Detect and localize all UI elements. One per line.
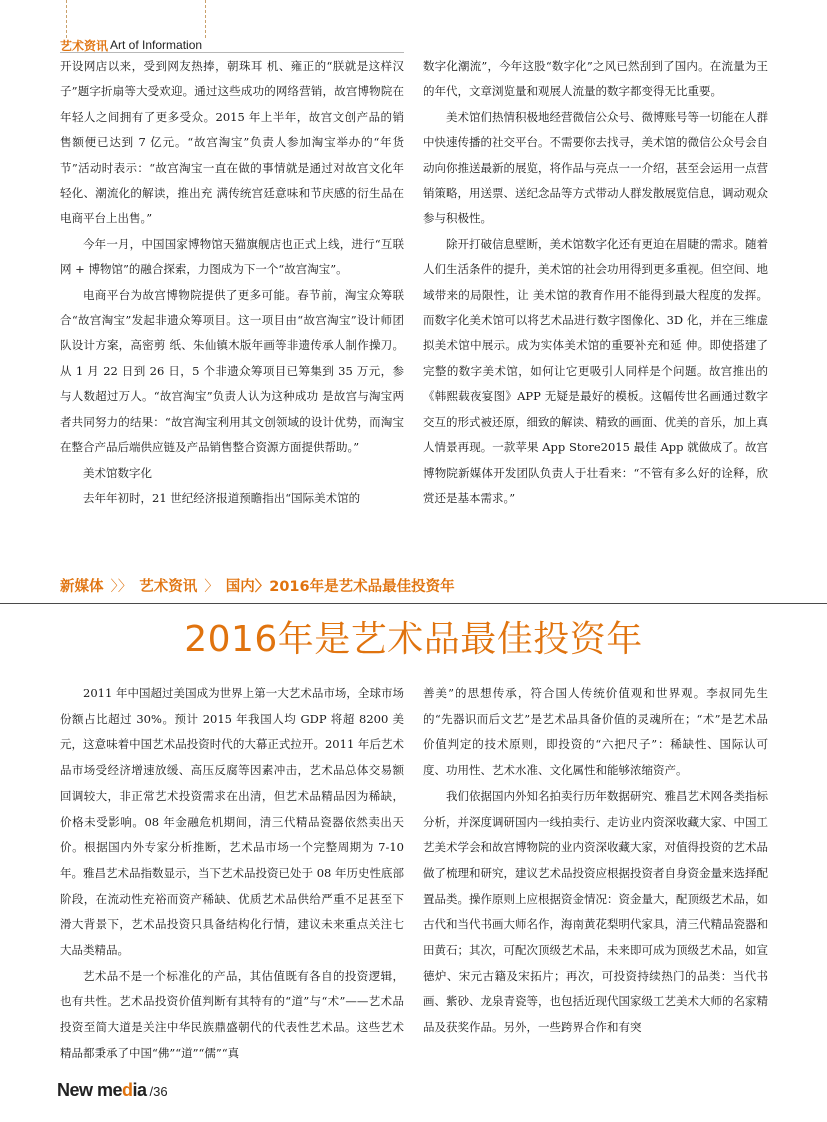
page-number: /36 [149, 1084, 168, 1099]
header-section: 艺术资讯 [60, 38, 109, 53]
breadcrumb-item-art-info[interactable]: 艺术资讯 [139, 578, 198, 595]
paragraph: 开设网店以来，受到网友热捧，朝珠耳 机、雍正的“朕就是这样汉子”题字折扇等大受欢迎。通过这些成功的网络营销，故宫博物院在年轻人之间拥有了更多受众。2015 年上半年，故宫文创产品的销 售额便已达到 7 亿元。“故宫淘宝”负责人参加淘宝举办的“年货节”活动时表示：“故宫淘宝一直在做的事情就是通过对故宫文化年轻化、潮流化的解读，推出充 满传统宫廷意味和节庆感的衍生品在电商平台上出售。” [60, 59, 404, 226]
section-divider [0, 603, 827, 604]
subheading: 美术馆数字化 [83, 465, 152, 480]
breadcrumb-separator: 〉〉 [110, 578, 133, 595]
paragraph: 数字化潮流”，今年这股“数字化”之风已然刮到了国内。在流量为王的年代，文章浏览量和观展人流量的数字都变得无比重要。 [423, 59, 768, 99]
bottom-left-column [60, 681, 404, 1067]
paragraph: 去年年初时，21 世纪经济报道预瞻指出“国际美术馆的 [83, 490, 361, 505]
header-magazine: Art of Information [110, 38, 203, 52]
paragraph: 善美”的思想传承，符合国人传统价值观和世界观。李叔同先生的“先器识而后文艺”是艺术品具备价值的灵魂所在；“术”是艺术品价值判定的技术原则，即投资的“六把尺子”：稀缺性、国际认可度、功用性、艺术水准、文化属性和能够浓缩资产。 [423, 686, 768, 778]
header-underline [60, 52, 404, 53]
logo-text-a: New me [57, 1080, 123, 1100]
article-title: 2016年是艺术品最佳投资年 [184, 619, 643, 660]
paragraph: 我们依据国内外知名拍卖行历年数据研究、雅昌艺术网各类指标分析，并深度调研国内一线拍卖行、走访业内资深收藏大家、中国工艺美术学会和故宫博物院的业内资深收藏大家，对值得投资的艺术品做了梳理和研究，建议艺术品投资应根据投资者自身资金量来选择配置品类。操作原则上应根据资金情况：资金量大，配顶级艺术品，如古代和当代书画大师名作，海南黄花梨明代家具，清三代精品瓷器和田黄石；其次，可配次顶级艺术品，未来即可成为顶级艺术品，如宣德炉、宋元古籍及宋拓片；再次，可投资持续热门的品类：当代书画、紫砂、龙泉青瓷等，也包括近现代国家级工艺美术大师的名家精品及获奖作品。另外，一些跨界合作和有突 [423, 788, 768, 1035]
paragraph: 美术馆们热情积极地经营微信公众号、微博账号等一切能在人群中快速传播的社交平台。不需要你去找寻，美术馆的微信公众号会自动向你推送最新的展览，将作品与亮点一一介绍，甚至会运用一点营销策略，用送票、送纪念品等方式带动人群发散展览信息，调动观众参与积极性。 [423, 109, 768, 226]
breadcrumb-separator: 〉 [204, 578, 219, 595]
logo-text-b: ia [132, 1080, 147, 1100]
top-right-column [423, 54, 768, 511]
running-header [60, 37, 202, 53]
dashed-guide-right [205, 0, 206, 38]
breadcrumb [60, 571, 455, 599]
paragraph: 除开打破信息壁断，美术馆数字化还有更迫在眉睫的需求。随着人们生活条件的提升，美术馆的社会功用得到更多重视。但空间、地域带来的局限性，让 美术馆的教育作用不能得到最大程度的发挥。而数字化美术馆可以将艺术品进行数字图像化、3D 化，并在三维虚拟美术馆中展示。成为实体美术馆的重要补充和延 伸。即使搭建了完整的数字美术馆，如何让它更吸引人同样是个问题。故宫推出的《韩熙载夜宴图》APP 无疑是最好的模板。这幅传世名画通过数字交互的形式被还原，细致的解读、精致的画面、优美的音乐，加上真人情景再现。一款苹果 App Store2015 最佳 App 就做成了。故宫博物院新媒体开发团队负责人于壮看来：“不管有多么好的诠释，欣赏还是基本需求。” [423, 236, 768, 505]
paragraph: 2011 年中国超过美国成为世界上第一大艺术品市场，全球市场份额占比超过 30%。预计 2015 年我国人均 GDP 将超 8200 美元，这意味着中国艺术品投资时代的大幕正式拉开。2011 年后艺术品市场受经济增速放缓、高压反腐等因素冲击，艺术品总体交易额回调较大，非正常艺术投资需求在出清，但艺术品精品因为稀缺，价格未受影响。08 年金融危机期间，清三代精品瓷器依然卖出天价。根据国内外专家分析推断，艺术品市场一个完整周期为 7-10 年。雅昌艺术品指数显示，当下艺术品投资已处于 08 年历史性底部阶段，在流动性充裕而资产稀缺、优质艺术品供给严重不足甚至下滑大背景下，艺术品投资只具备结构化行情，建议未来重点关注七大品类精品。 [60, 686, 404, 958]
paragraph: 电商平台为故宫博物院提供了更多可能。春节前，淘宝众筹联合“故宫淘宝”发起非遗众筹项目。这一项目由“故宫淘宝”设计师团队设计方案，高密剪 纸、朱仙镇木版年画等非遗传承人制作操刀。从 1 月 22 日到 26 日，5 个非遗众筹项目已筹集到 35 万元，参与人数超过万人。“故宫淘宝”负责人认为这种成功 是故宫与淘宝两者共同努力的结果：“故宫淘宝利用其文创领域的设计优势，而淘宝在整合产品后端供应链及产品销售整合资源方面提供帮助。” [60, 287, 404, 455]
paragraph: 今年一月，中国国家博物馆天猫旗舰店也正式上线，进行“互联网 + 博物馆”的融合探索，力图成为下一个“故宫淘宝”。 [60, 236, 404, 277]
page-footer [57, 1080, 168, 1101]
breadcrumb-item-new-media[interactable]: 新媒体 [60, 578, 104, 595]
breadcrumb-item-current: 国内〉2016年是艺术品最佳投资年 [225, 578, 455, 595]
dashed-guide-left [66, 0, 67, 38]
bottom-right-column [423, 681, 768, 1041]
paragraph: 艺术品不是一个标准化的产品，其估值既有各自的投资逻辑，也有共性。艺术品投资价值判断有其特有的“道”与“术”——艺术品投资至简大道是关注中华民族鼎盛朝代的代表性艺术品。这些艺术精品都秉承了中国“佛”“道”“儒”“真 [60, 968, 404, 1060]
logo-accent-letter: d [122, 1080, 133, 1100]
top-left-column [60, 54, 404, 511]
magazine-logo [57, 1080, 147, 1101]
